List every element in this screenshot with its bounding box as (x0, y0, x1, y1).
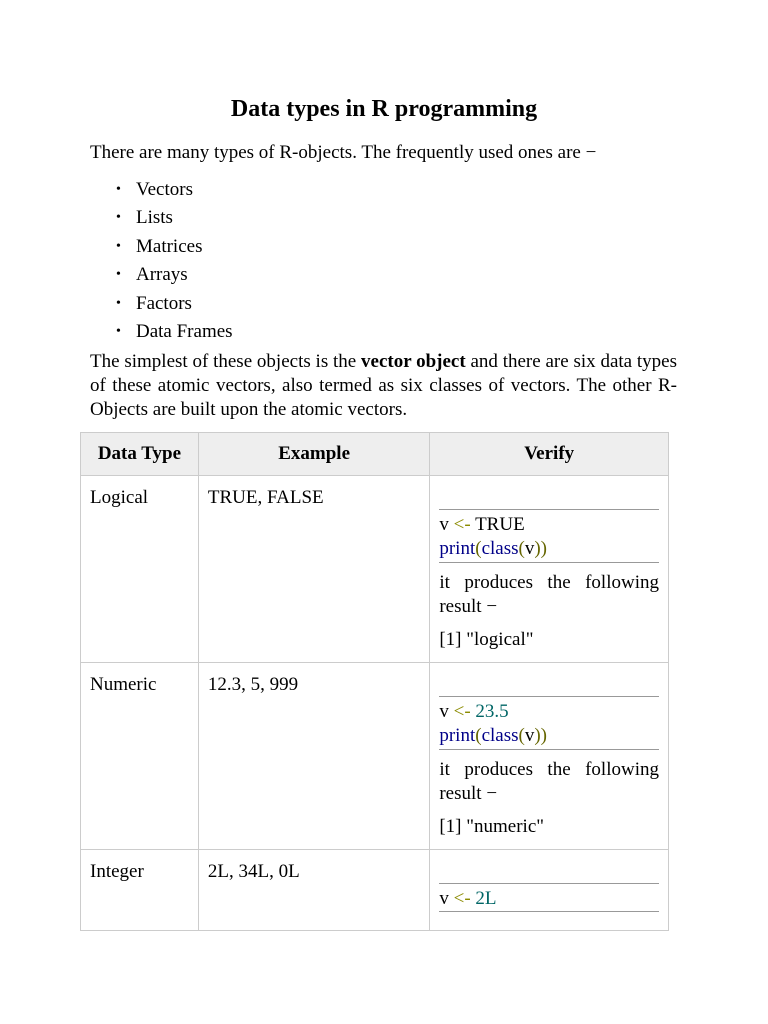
code-punct: ( (475, 725, 482, 746)
code-function: class (481, 725, 519, 746)
example-value: 12.3, 5, 999 (207, 674, 299, 695)
vector-paragraph (90, 350, 677, 422)
type-label: Integer (90, 861, 144, 882)
code-operator: <- (453, 888, 471, 909)
paragraph-text: The simplest of these objects is the (90, 351, 362, 372)
code-argument: v (524, 725, 535, 746)
object-types-list (90, 176, 233, 346)
example-cell (198, 850, 429, 931)
list-item: • Arrays (90, 261, 233, 289)
code-argument: v (524, 538, 535, 559)
list-item: • Vectors (90, 176, 233, 204)
code-variable: v (439, 514, 449, 535)
type-cell (81, 476, 199, 663)
example-value: TRUE, FALSE (207, 487, 324, 508)
table-header-row (81, 433, 669, 476)
table-row (81, 476, 669, 663)
code-punct: ( (475, 538, 482, 559)
list-item: • Data Frames (90, 318, 233, 346)
code-punct: ( (518, 725, 525, 746)
code-variable: v (439, 701, 449, 722)
example-cell (198, 476, 429, 663)
code-punct: )) (534, 538, 547, 559)
list-item: • Lists (90, 204, 233, 232)
code-punct: )) (534, 725, 547, 746)
result-value: [1] "logical" (439, 629, 534, 650)
code-block (439, 696, 659, 750)
table-row (81, 850, 669, 931)
data-types-table (80, 432, 669, 931)
code-operator: <- (453, 514, 471, 535)
type-label: Numeric (90, 674, 157, 695)
code-value: TRUE (475, 514, 525, 535)
type-cell (81, 663, 199, 850)
code-operator: <- (453, 701, 471, 722)
code-function: print (439, 725, 476, 746)
column-header: Verify (430, 433, 669, 476)
code-punct: ( (518, 538, 525, 559)
verify-cell (430, 663, 669, 850)
verify-cell (430, 476, 669, 663)
result-value: [1] "numeric" (439, 816, 545, 837)
code-block (439, 509, 659, 563)
column-header: Example (198, 433, 429, 476)
paragraph-text: and there are six data types of these atomic vectors, also termed as six classes of vectors. The other R-Objects are built upon the atomic vectors. (90, 351, 677, 420)
table-row (81, 663, 669, 850)
list-item: • Matrices (90, 233, 233, 261)
column-header: Data Type (81, 433, 199, 476)
type-label: Logical (90, 487, 149, 508)
code-function: print (439, 538, 476, 559)
page-title: Data types in R programming (230, 96, 538, 122)
example-cell (198, 663, 429, 850)
code-function: class (481, 538, 519, 559)
result-description: it produces the following result − (439, 572, 659, 617)
example-value: 2L, 34L, 0L (207, 861, 300, 882)
intro-text: There are many types of R-objects. The frequently used ones are − (90, 142, 597, 163)
result-description: it produces the following result − (439, 759, 659, 804)
code-value: 23.5 (475, 701, 509, 722)
type-cell (81, 850, 199, 931)
code-variable: v (439, 888, 449, 909)
paragraph-bold-term: vector object (361, 351, 466, 372)
verify-cell (430, 850, 669, 931)
list-item: • Factors (90, 290, 233, 318)
code-block (439, 883, 659, 912)
code-value: 2L (475, 888, 497, 909)
